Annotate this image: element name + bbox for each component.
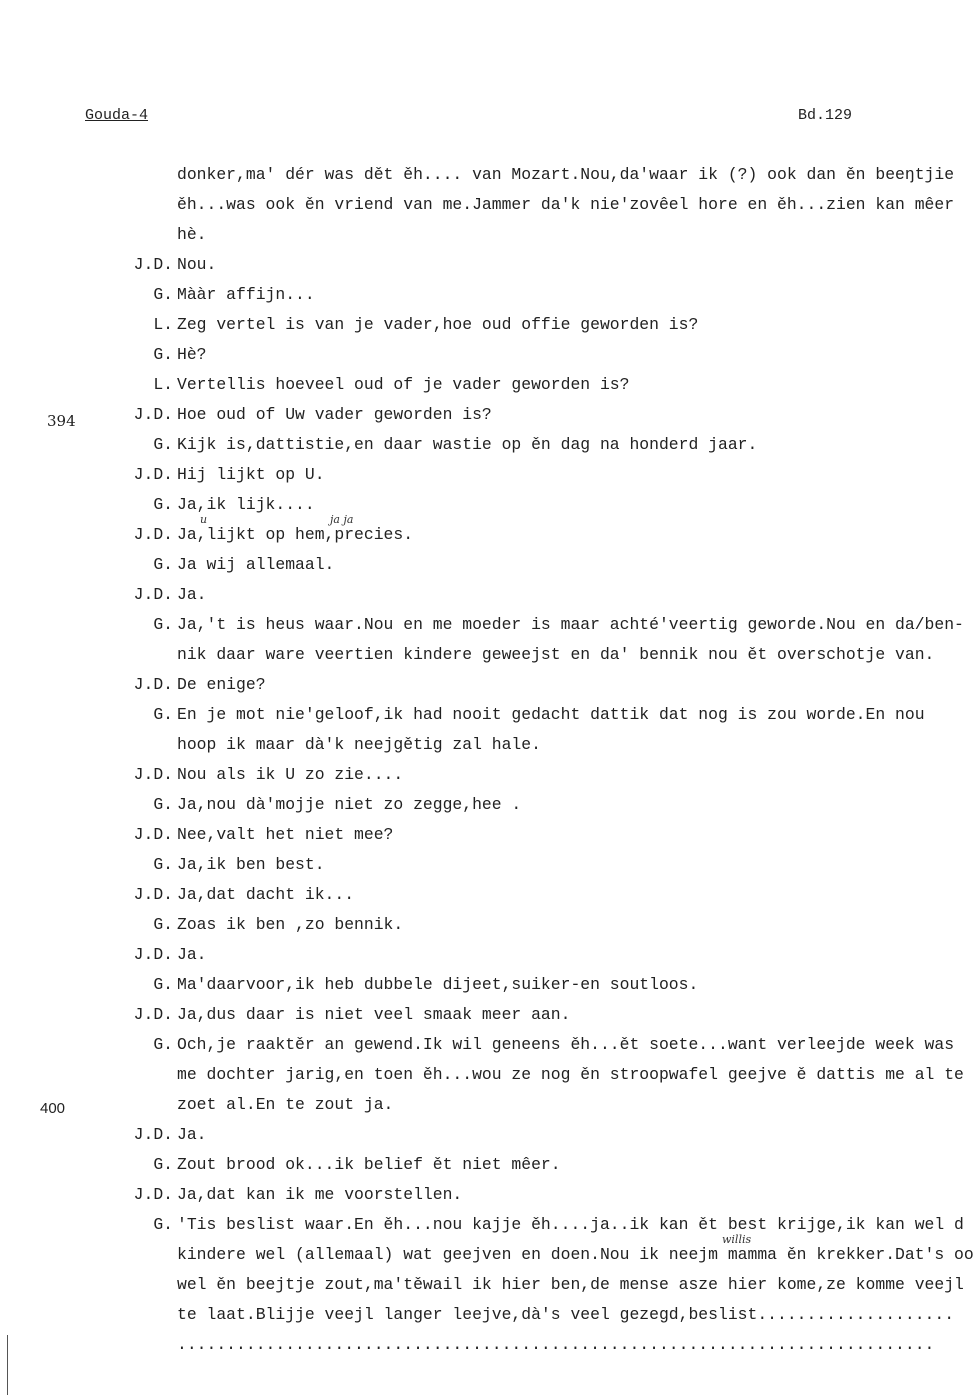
transcript-line (0, 766, 979, 796)
utterance-text: wel ěn beejtje zout,ma'těwail ik hier ben,de mense asze hier kome,ze komme veejl (177, 1275, 964, 1294)
transcript-line (0, 496, 979, 526)
transcript-line (0, 826, 979, 856)
utterance-text: Zeg vertel is van je vader,hoe oud offie geworden is? (177, 315, 699, 334)
speaker-label: J.D. (133, 945, 173, 964)
utterance-text: Nou als ik U zo zie.... (177, 765, 404, 784)
utterance-text: Ja. (177, 1125, 207, 1144)
speaker-label: G. (153, 435, 173, 454)
speaker-label: L. (153, 375, 173, 394)
utterance-text: Hoe oud of Uw vader geworden is? (177, 405, 492, 424)
margin-line-number: 394 (47, 412, 76, 430)
transcript-line (0, 1036, 979, 1066)
utterance-text: Nou. (177, 255, 217, 274)
speaker-label: G. (153, 795, 173, 814)
utterance-text: hoop ik maar dà'k neejgětig zal hale. (177, 735, 541, 754)
utterance-text: Ja,dat kan ik me voorstellen. (177, 1185, 463, 1204)
utterance-text: Mààr affijn... (177, 285, 315, 304)
transcript-line (0, 466, 979, 496)
utterance-text: hè. (177, 225, 207, 244)
transcript-line (0, 586, 979, 616)
speaker-label: G. (153, 555, 173, 574)
transcript-line (0, 946, 979, 976)
speaker-label: J.D. (133, 255, 173, 274)
transcript-line (0, 736, 979, 766)
utterance-text: De enige? (177, 675, 266, 694)
utterance-text: te laat.Blijje veejl langer leejve,dà's veel gezegd,beslist.................... (177, 1305, 955, 1324)
transcript-line (0, 316, 979, 346)
transcript-line (0, 226, 979, 256)
transcript-line (0, 886, 979, 916)
transcript-line (0, 346, 979, 376)
speaker-label: J.D. (133, 585, 173, 604)
utterance-text: Hij lijkt op U. (177, 465, 325, 484)
speaker-label: L. (153, 315, 173, 334)
transcript-line (0, 646, 979, 676)
transcript-line (0, 1066, 979, 1096)
speaker-label: J.D. (133, 1005, 173, 1024)
speaker-label: J.D. (133, 465, 173, 484)
transcript-line (0, 286, 979, 316)
speaker-label: G. (153, 855, 173, 874)
transcript-line (0, 976, 979, 1006)
speaker-label: J.D. (133, 825, 173, 844)
utterance-text: 'Tis beslist waar.En ěh...nou kajje ěh....ja..ik kan ět best krijge,ik kan wel d (177, 1215, 964, 1234)
transcript-line (0, 196, 979, 226)
speaker-label: J.D. (133, 765, 173, 784)
utterance-text: Nee,valt het niet mee? (177, 825, 394, 844)
utterance-text: Ja wij allemaal. (177, 555, 335, 574)
utterance-text: ěh...was ook ěn vriend van me.Jammer da'k nie'zovêel hore en ěh...zien kan mêer (177, 195, 955, 214)
transcript-line (0, 1336, 979, 1366)
utterance-text: ............................................................................. (177, 1335, 935, 1354)
speaker-label: G. (153, 915, 173, 934)
transcript-line (0, 406, 979, 436)
utterance-text: nik daar ware veertien kindere geweejst en da' bennik nou ět overschotje van. (177, 645, 935, 664)
utterance-text: Kijk is,dattistie,en daar wastie op ěn dag na honderd jaar. (177, 435, 758, 454)
transcript-line (0, 526, 979, 556)
transcript-line (0, 856, 979, 886)
handwritten-annotation: ja ja (330, 513, 354, 526)
speaker-label: J.D. (133, 525, 173, 544)
transcript-line (0, 1006, 979, 1036)
utterance-text: Ja. (177, 945, 207, 964)
speaker-label: J.D. (133, 1125, 173, 1144)
speaker-label: G. (153, 1215, 173, 1234)
transcript-line (0, 1276, 979, 1306)
handwritten-annotation: u (200, 513, 208, 526)
speaker-label: J.D. (133, 1185, 173, 1204)
speaker-label: G. (153, 615, 173, 634)
utterance-text: Hè? (177, 345, 207, 364)
document-id: Gouda-4 (85, 107, 149, 124)
utterance-text: Ja. (177, 585, 207, 604)
transcript-line (0, 1126, 979, 1156)
transcript-line (0, 796, 979, 826)
speaker-label: G. (153, 705, 173, 724)
utterance-text: En je mot nie'geloof,ik had nooit gedacht dattik dat nog is zou worde.En nou (177, 705, 925, 724)
transcript-line (0, 256, 979, 286)
utterance-text: Ja,nou dà'mojje niet zo zegge,hee . (177, 795, 522, 814)
handwritten-annotation: willis (722, 1233, 752, 1246)
utterance-text: Ja,lijkt op hem,precies. (177, 525, 414, 544)
speaker-label: G. (153, 975, 173, 994)
utterance-text: Ja,ik ben best. (177, 855, 325, 874)
utterance-text: Zoas ik ben ,zo bennik. (177, 915, 404, 934)
utterance-text: Ja,ik lijk.... (177, 495, 315, 514)
transcript-line (0, 166, 979, 196)
utterance-text: Ja,'t is heus waar.Nou en me moeder is maar achté'veertig geworde.Nou en da/ben- (177, 615, 964, 634)
speaker-label: G. (153, 345, 173, 364)
speaker-label: J.D. (133, 885, 173, 904)
speaker-label: J.D. (133, 675, 173, 694)
speaker-label: J.D. (133, 405, 173, 424)
transcript-line (0, 1156, 979, 1186)
margin-line-number: 400 (40, 1100, 66, 1117)
speaker-label: G. (153, 1155, 173, 1174)
transcript-line (0, 376, 979, 406)
transcript-line (0, 1216, 979, 1246)
transcript-line (0, 706, 979, 736)
utterance-text: zoet al.En te zout ja. (177, 1095, 394, 1114)
utterance-text: Ma'daarvoor,ik heb dubbele dijeet,suiker-en soutloos. (177, 975, 699, 994)
transcript-line (0, 436, 979, 466)
speaker-label: G. (153, 495, 173, 514)
transcript-line (0, 1096, 979, 1126)
speaker-label: G. (153, 285, 173, 304)
transcript-line (0, 556, 979, 586)
transcript-line (0, 616, 979, 646)
transcript-line (0, 676, 979, 706)
utterance-text: Ja,dus daar is niet veel smaak meer aan. (177, 1005, 571, 1024)
page-number: Bd.129 (798, 107, 853, 124)
utterance-text: Vertellis hoeveel oud of je vader geworden is? (177, 375, 630, 394)
transcript-line (0, 1186, 979, 1216)
speaker-label: G. (153, 1035, 173, 1054)
transcript-line (0, 1246, 979, 1276)
transcript-line (0, 916, 979, 946)
utterance-text: kindere wel (allemaal) wat geejven en doen.Nou ik neejm mamma ěn krekker.Dat's oo (177, 1245, 974, 1264)
utterance-text: Ja,dat dacht ik... (177, 885, 355, 904)
utterance-text: me dochter jarig,en toen ěh...wou ze nog ěn stroopwafel geejve ě dattis me al te (177, 1065, 964, 1084)
utterance-text: donker,ma' dér was dět ěh.... van Mozart.Nou,da'waar ik (?) ook dan ěn beeŋtjie (177, 165, 955, 184)
utterance-text: Och,je raaktěr an gewend.Ik wil geneens ěh...ět soete...want verleejde week was (177, 1035, 955, 1054)
utterance-text: Zout brood ok...ik belief ět niet mêer. (177, 1155, 561, 1174)
transcript-line (0, 1306, 979, 1336)
